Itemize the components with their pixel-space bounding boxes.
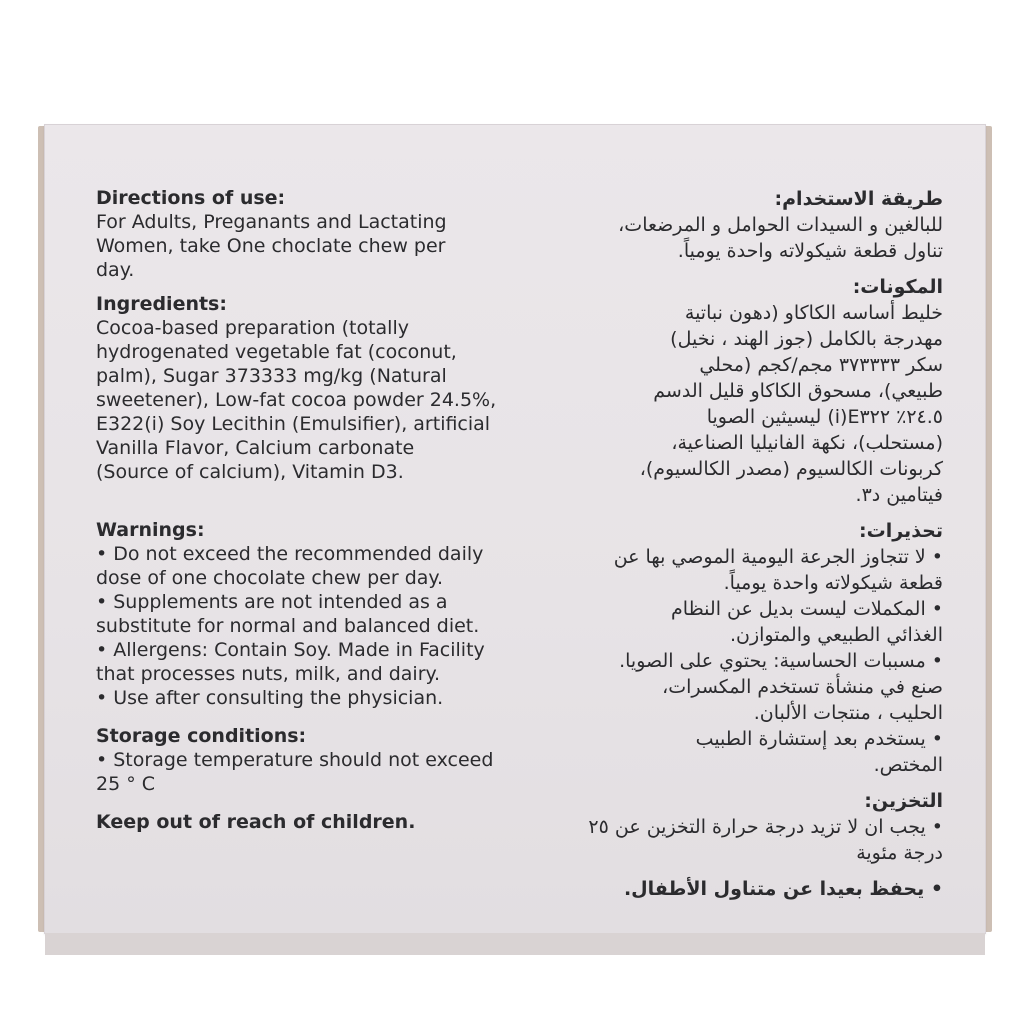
arabic-directions-line: للبالغين و السيدات الحوامل و المرضعات، [618,214,943,236]
arabic-ingredients-line: خليط أساسه الكاكاو (دهون نباتية [684,302,943,324]
arabic-ingredients-line: ٢٤.٥٪ E٣٢٢(i) ليسيثين الصويا [706,406,943,428]
english-column [96,186,536,834]
arabic-warnings-line: الحليب ، منتجات الألبان. [753,702,943,724]
arabic-warnings-line: • لا تتجاوز الجرعة اليومية الموصي بها عن [613,546,943,568]
arabic-ingredients-line: فيتامين د٣. [855,484,943,506]
directions-line: For Adults, Preganants and Lactating [96,211,447,233]
directions-line: Women, take One choclate chew per [96,235,446,257]
arabic-ingredients-heading: المكونات: [852,276,943,298]
directions-line: day. [96,259,135,281]
arabic-directions-heading: طريقة الاستخدام: [774,188,943,210]
arabic-warnings-line: الغذائي الطبيعي والمتوازن. [729,624,943,646]
arabic-warnings-line: قطعة شيكولاته واحدة يومياً. [723,572,943,594]
ingredients-heading: Ingredients: [96,293,227,315]
warnings-line: substitute for normal and balanced diet. [96,615,480,637]
ingredients-line: hydrogenated vegetable fat (coconut, [96,341,457,363]
ingredients-line: E322(i) Soy Lecithin (Emulsifier), artificial [96,413,491,435]
warnings-line: • Supplements are not intended as a [96,591,448,613]
warnings-line: that processes nuts, milk, and dairy. [96,663,441,685]
arabic-ingredients-line: (مستحلب)، نكهة الفانيليا الصناعية، [671,432,943,454]
arabic-ingredients-line: مهدرجة بالكامل (جوز الهند ، نخيل) [670,328,943,350]
arabic-directions-line: تناول قطعة شيكولاته واحدة يومياً. [677,240,943,262]
arabic-warnings-line: • يستخدم بعد إستشارة الطبيب [695,728,943,750]
ingredients-line: (Source of calcium), Vitamin D3. [96,461,404,483]
arabic-keep-out-notice: • يحفظ بعيدا عن متناول الأطفال. [623,878,943,900]
ingredients-line: Cocoa-based preparation (totally [96,317,409,339]
arabic-storage-line: • يجب ان لا تزيد درجة حرارة التخزين عن ٢٥ [588,816,943,838]
ingredients-line: palm), Sugar 373333 mg/kg (Natural [96,365,447,387]
arabic-column [545,186,943,902]
arabic-warnings-line: المختص. [873,754,943,776]
arabic-warnings-heading: تحذيرات: [859,520,943,542]
storage-line: • Storage temperature should not exceed [96,749,494,771]
storage-heading: Storage conditions: [96,725,307,747]
arabic-storage-line: درجة مئوية [856,842,943,864]
warnings-line: • Do not exceed the recommended daily [96,543,484,565]
warnings-line: dose of one chocolate chew per day. [96,567,443,589]
keep-out-notice: Keep out of reach of children. [96,811,416,833]
ingredients-line: Vanilla Flavor, Calcium carbonate [96,437,415,459]
warnings-heading: Warnings: [96,519,205,541]
warnings-line: • Allergens: Contain Soy. Made in Facility [96,639,485,661]
arabic-ingredients-line: سكر ٣٧٣٣٣٣ مجم/كجم (محلي [699,354,943,376]
arabic-warnings-line: صنع في منشأة تستخدم المكسرات، [662,676,943,698]
arabic-storage-heading: التخزين: [864,790,943,812]
ingredients-line: sweetener), Low-fat cocoa powder 24.5%, [96,389,497,411]
arabic-warnings-line: • مسببات الحساسية: يحتوي على الصويا. [619,650,943,672]
arabic-warnings-line: • المكملات ليست بديل عن النظام [671,598,943,620]
arabic-ingredients-line: طبيعي)، مسحوق الكاكاو قليل الدسم [653,380,943,402]
arabic-ingredients-line: كربونات الكالسيوم (مصدر الكالسيوم)، [639,458,943,480]
warnings-line: • Use after consulting the physician. [96,687,444,709]
storage-line: 25 ° C [96,773,156,795]
directions-heading: Directions of use: [96,187,286,209]
